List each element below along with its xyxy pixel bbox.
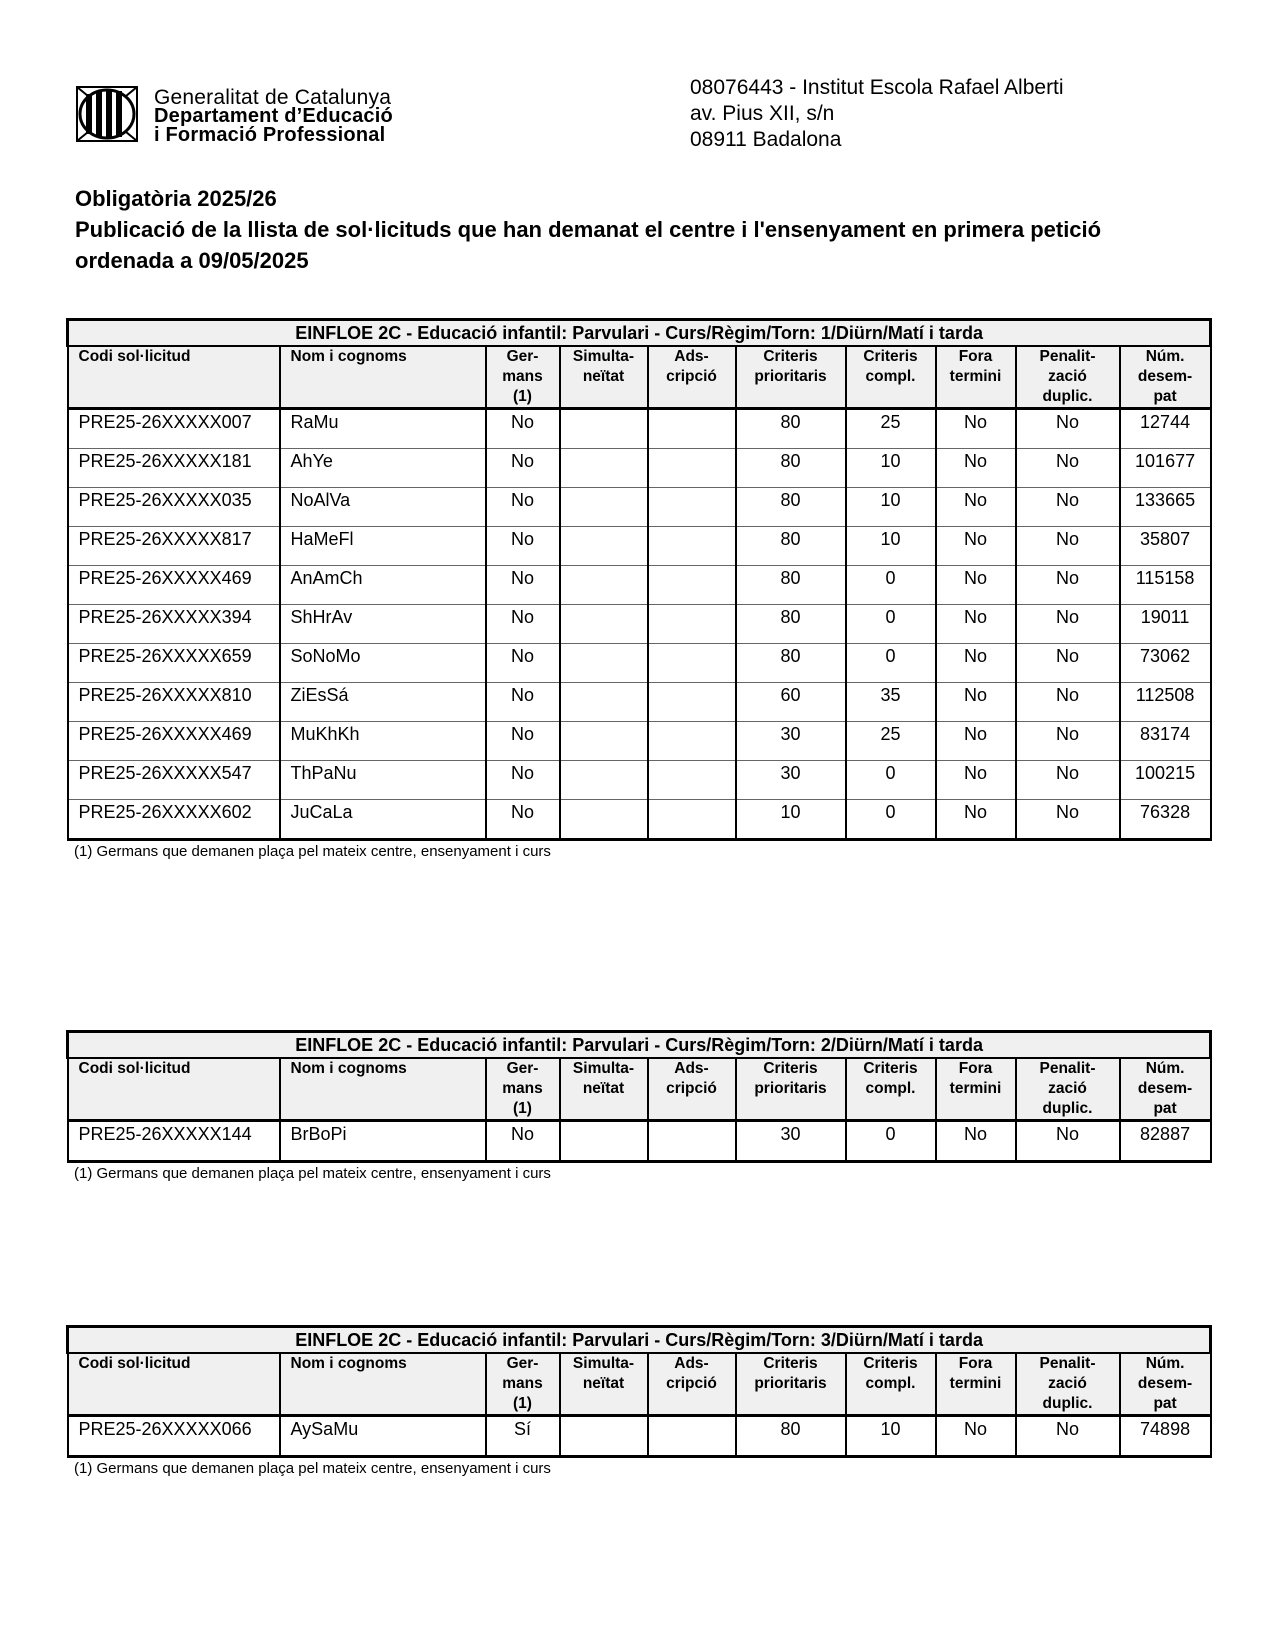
table-cell: PRE25-26XXXXX394: [68, 605, 280, 644]
table-row: [68, 488, 1211, 527]
table-cell: [648, 800, 736, 840]
table-cell: 0: [846, 605, 936, 644]
table-cell: [648, 488, 736, 527]
table-cell: [560, 488, 648, 527]
column-header: Fora termini: [936, 1353, 1016, 1416]
table-cell: 25: [846, 409, 936, 449]
column-header: Ger- mans (1): [486, 346, 560, 409]
table-cell: 35807: [1120, 527, 1211, 566]
table-cell: [648, 605, 736, 644]
table-cell: PRE25-26XXXXX602: [68, 800, 280, 840]
table-cell: 80: [736, 449, 846, 488]
column-header: Nom i cognoms: [280, 1058, 486, 1121]
column-header: Nom i cognoms: [280, 346, 486, 409]
column-header: Ads- cripció: [648, 1058, 736, 1121]
table-cell: 30: [736, 722, 846, 761]
table-cell: No: [486, 722, 560, 761]
table-cell: No: [486, 761, 560, 800]
table-cell: PRE25-26XXXXX469: [68, 722, 280, 761]
table-cell: 0: [846, 644, 936, 683]
table-cell: 12744: [1120, 409, 1211, 449]
table-cell: No: [936, 449, 1016, 488]
table-cell: 0: [846, 1121, 936, 1162]
table-cell: No: [1016, 683, 1120, 722]
table-cell: 74898: [1120, 1416, 1211, 1457]
table-cell: PRE25-26XXXXX035: [68, 488, 280, 527]
generalitat-logo: [76, 86, 393, 145]
table-cell: No: [936, 683, 1016, 722]
table-cell: [648, 722, 736, 761]
table-cell: No: [936, 1121, 1016, 1162]
table-cell: BrBoPi: [280, 1121, 486, 1162]
column-header: Criteris prioritaris: [736, 346, 846, 409]
table-cell: No: [1016, 527, 1120, 566]
column-header: Penalit- zació duplic.: [1016, 346, 1120, 409]
table-cell: [560, 722, 648, 761]
column-header: Codi sol·licitud: [68, 1058, 280, 1121]
table-cell: No: [486, 449, 560, 488]
column-header: Criteris compl.: [846, 346, 936, 409]
table-cell: AnAmCh: [280, 566, 486, 605]
column-header: Ger- mans (1): [486, 1353, 560, 1416]
table-cell: No: [1016, 488, 1120, 527]
column-header: Criteris compl.: [846, 1353, 936, 1416]
table-cell: No: [486, 566, 560, 605]
table-cell: 0: [846, 566, 936, 605]
column-header: Ads- cripció: [648, 346, 736, 409]
table-row: [68, 644, 1211, 683]
table-caption: EINFLOE 2C - Educació infantil: Parvulari - Curs/Règim/Torn: 1/Diürn/Matí i tarda: [68, 320, 1211, 347]
footnote: (1) Germans que demanen plaça pel mateix centre, ensenyament i curs: [74, 843, 551, 860]
table-cell: [560, 566, 648, 605]
table-cell: 10: [846, 527, 936, 566]
table-row: [68, 722, 1211, 761]
table-cell: PRE25-26XXXXX007: [68, 409, 280, 449]
table-row: [68, 683, 1211, 722]
table-cell: 115158: [1120, 566, 1211, 605]
table-cell: ShHrAv: [280, 605, 486, 644]
table-cell: [560, 1416, 648, 1457]
column-header: Codi sol·licitud: [68, 346, 280, 409]
table-cell: [560, 409, 648, 449]
table-cell: No: [936, 488, 1016, 527]
table-row: [68, 566, 1211, 605]
table-cell: No: [486, 488, 560, 527]
table-cell: 19011: [1120, 605, 1211, 644]
table-cell: [560, 683, 648, 722]
table-cell: [648, 1121, 736, 1162]
table-row: [68, 605, 1211, 644]
table-cell: [648, 527, 736, 566]
column-header: Núm. desem- pat: [1120, 346, 1211, 409]
table-cell: No: [1016, 409, 1120, 449]
column-header: Núm. desem- pat: [1120, 1353, 1211, 1416]
table-cell: No: [936, 527, 1016, 566]
table-cell: [560, 644, 648, 683]
table-cell: No: [1016, 566, 1120, 605]
table-cell: No: [1016, 605, 1120, 644]
table-row: [68, 800, 1211, 840]
column-header: Nom i cognoms: [280, 1353, 486, 1416]
table-cell: AySaMu: [280, 1416, 486, 1457]
table-row: [68, 527, 1211, 566]
column-header: Penalit- zació duplic.: [1016, 1058, 1120, 1121]
table-cell: 82887: [1120, 1121, 1211, 1162]
table-cell: [648, 566, 736, 605]
table-cell: PRE25-26XXXXX181: [68, 449, 280, 488]
footnote: (1) Germans que demanen plaça pel mateix centre, ensenyament i curs: [74, 1165, 551, 1182]
table-cell: [648, 683, 736, 722]
table-cell: No: [1016, 800, 1120, 840]
logo-line-2: Departament d’Educació: [154, 105, 393, 127]
applications-section-2: [66, 1030, 1209, 1182]
table-cell: No: [1016, 1416, 1120, 1457]
column-header: Fora termini: [936, 346, 1016, 409]
column-header: Simulta- neïtat: [560, 1353, 648, 1416]
table-cell: 80: [736, 566, 846, 605]
table-cell: PRE25-26XXXXX659: [68, 644, 280, 683]
table-cell: 80: [736, 409, 846, 449]
table-cell: NoAlVa: [280, 488, 486, 527]
table-cell: [560, 1121, 648, 1162]
column-header: Fora termini: [936, 1058, 1016, 1121]
table-cell: [648, 644, 736, 683]
column-header: Codi sol·licitud: [68, 1353, 280, 1416]
table-cell: PRE25-26XXXXX469: [68, 566, 280, 605]
table-cell: No: [1016, 722, 1120, 761]
table-cell: 30: [736, 1121, 846, 1162]
table-cell: 112508: [1120, 683, 1211, 722]
table-row: [68, 409, 1211, 449]
table-cell: No: [1016, 644, 1120, 683]
table-cell: 76328: [1120, 800, 1211, 840]
table-cell: 25: [846, 722, 936, 761]
column-header: Simulta- neïtat: [560, 1058, 648, 1121]
column-header: Criteris prioritaris: [736, 1058, 846, 1121]
table-row: [68, 1121, 1211, 1162]
school-info: [690, 75, 1064, 153]
table-cell: No: [1016, 761, 1120, 800]
table-cell: [648, 449, 736, 488]
table-cell: [560, 449, 648, 488]
applications-table: [66, 1325, 1212, 1458]
table-cell: 133665: [1120, 488, 1211, 527]
table-cell: 80: [736, 488, 846, 527]
table-cell: 80: [736, 1416, 846, 1457]
table-cell: No: [486, 683, 560, 722]
column-header: Simulta- neïtat: [560, 346, 648, 409]
table-cell: No: [486, 409, 560, 449]
table-cell: MuKhKh: [280, 722, 486, 761]
table-cell: No: [486, 644, 560, 683]
table-cell: 80: [736, 644, 846, 683]
table-cell: No: [936, 722, 1016, 761]
table-cell: PRE25-26XXXXX144: [68, 1121, 280, 1162]
column-header: Penalit- zació duplic.: [1016, 1353, 1120, 1416]
table-row: [68, 761, 1211, 800]
table-cell: No: [486, 800, 560, 840]
table-cell: No: [936, 409, 1016, 449]
table-cell: [560, 800, 648, 840]
applications-table: [66, 318, 1212, 841]
table-cell: 101677: [1120, 449, 1211, 488]
table-cell: 83174: [1120, 722, 1211, 761]
table-row: [68, 1416, 1211, 1457]
school-address: av. Pius XII, s/n: [690, 102, 835, 125]
table-cell: No: [936, 1416, 1016, 1457]
column-header: Núm. desem- pat: [1120, 1058, 1211, 1121]
generalitat-emblem-icon: [76, 86, 138, 142]
table-cell: PRE25-26XXXXX810: [68, 683, 280, 722]
title-year: Obligatòria 2025/26: [75, 186, 277, 211]
table-cell: HaMeFl: [280, 527, 486, 566]
table-cell: 100215: [1120, 761, 1211, 800]
table-cell: 80: [736, 527, 846, 566]
table-cell: 80: [736, 605, 846, 644]
table-cell: [560, 761, 648, 800]
table-cell: No: [1016, 1121, 1120, 1162]
table-cell: No: [486, 527, 560, 566]
footnote: (1) Germans que demanen plaça pel mateix centre, ensenyament i curs: [74, 1460, 551, 1477]
logo-line-1: Generalitat de Catalunya: [154, 86, 392, 109]
table-cell: 10: [736, 800, 846, 840]
table-cell: No: [1016, 449, 1120, 488]
table-row: [68, 449, 1211, 488]
table-cell: 10: [846, 449, 936, 488]
table-cell: 60: [736, 683, 846, 722]
table-caption: EINFLOE 2C - Educació infantil: Parvulari - Curs/Règim/Torn: 3/Diürn/Matí i tarda: [68, 1327, 1211, 1354]
table-cell: No: [936, 761, 1016, 800]
table-cell: [648, 761, 736, 800]
table-cell: 73062: [1120, 644, 1211, 683]
table-cell: ThPaNu: [280, 761, 486, 800]
table-cell: RaMu: [280, 409, 486, 449]
table-cell: 0: [846, 800, 936, 840]
table-cell: [648, 1416, 736, 1457]
table-cell: SoNoMo: [280, 644, 486, 683]
table-cell: PRE25-26XXXXX547: [68, 761, 280, 800]
table-cell: No: [936, 566, 1016, 605]
applications-section-3: [66, 1325, 1209, 1477]
logo-line-3: i Formació Professional: [154, 124, 386, 146]
school-city: 08911 Badalona: [690, 128, 842, 151]
table-cell: 35: [846, 683, 936, 722]
column-header: Criteris prioritaris: [736, 1353, 846, 1416]
table-cell: AhYe: [280, 449, 486, 488]
table-cell: [560, 605, 648, 644]
table-cell: No: [486, 1121, 560, 1162]
table-cell: [648, 409, 736, 449]
table-caption: EINFLOE 2C - Educació infantil: Parvulari - Curs/Règim/Torn: 2/Diürn/Matí i tarda: [68, 1032, 1211, 1059]
table-cell: No: [486, 605, 560, 644]
table-cell: ZiEsSá: [280, 683, 486, 722]
table-cell: Sí: [486, 1416, 560, 1457]
school-name: 08076443 - Institut Escola Rafael Alberti: [690, 76, 1064, 99]
column-header: Criteris compl.: [846, 1058, 936, 1121]
table-cell: 0: [846, 761, 936, 800]
table-cell: 10: [846, 1416, 936, 1457]
applications-section-1: [66, 318, 1209, 860]
table-cell: 30: [736, 761, 846, 800]
table-cell: [560, 527, 648, 566]
table-cell: PRE25-26XXXXX066: [68, 1416, 280, 1457]
applications-table: [66, 1030, 1212, 1163]
column-header: Ger- mans (1): [486, 1058, 560, 1121]
table-cell: 10: [846, 488, 936, 527]
table-cell: PRE25-26XXXXX817: [68, 527, 280, 566]
table-cell: No: [936, 800, 1016, 840]
document-title: [75, 183, 1195, 276]
table-cell: No: [936, 644, 1016, 683]
title-description: Publicació de la llista de sol·licituds que han demanat el centre i l'ensenyament en primera petició ordenada a 09/05/2025: [75, 217, 1102, 273]
column-header: Ads- cripció: [648, 1353, 736, 1416]
table-cell: No: [936, 605, 1016, 644]
table-cell: JuCaLa: [280, 800, 486, 840]
